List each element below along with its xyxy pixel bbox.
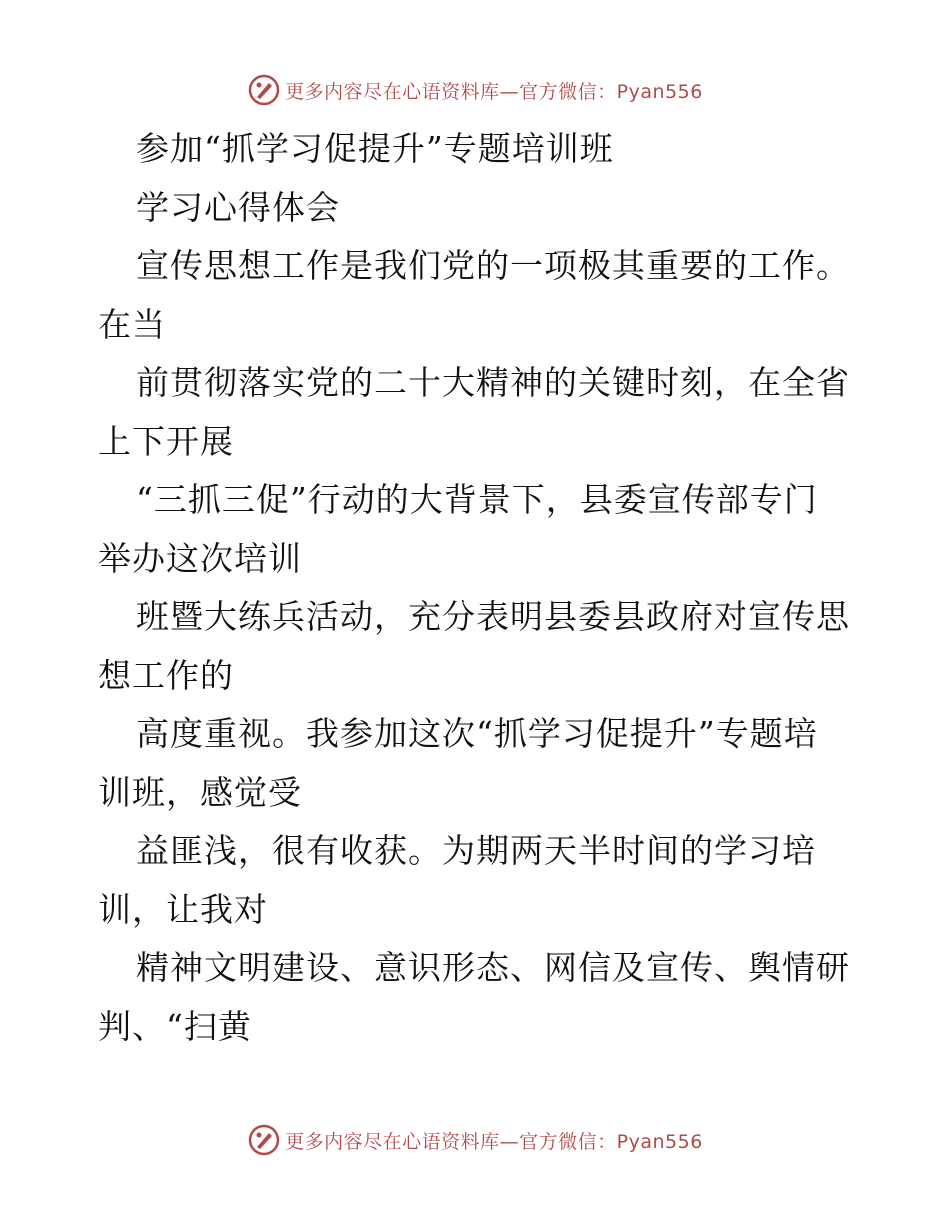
watermark-text: 更多内容尽在心语资料库—官方微信：Pyan556: [285, 1130, 703, 1153]
header-watermark: [0, 70, 950, 110]
doc-line: 高度重视。我参加这次“抓学习促提升”专题培: [136, 714, 818, 753]
doc-line: 上下开展: [98, 421, 234, 461]
doc-line: “三抓三促”行动的大背景下，县委宣传部专门: [136, 480, 818, 519]
doc-line: 想工作的: [98, 655, 234, 695]
doc-line: 宣传思想工作是我们党的一项极其重要的工作。: [136, 246, 850, 285]
doc-line: 判、“扫黄: [98, 1006, 252, 1046]
pen-circle-icon: [247, 1123, 281, 1157]
doc-line: 参加“抓学习促提升”专题培训班: [136, 129, 614, 168]
watermark-text: 更多内容尽在心语资料库—官方微信：Pyan556: [285, 80, 703, 103]
footer-watermark: [0, 1120, 950, 1160]
doc-line: 举办这次培训: [98, 538, 302, 578]
pen-circle-icon: [247, 73, 281, 107]
doc-line: 班暨大练兵活动，充分表明县委县政府对宣传思: [136, 597, 850, 636]
doc-line: 训，让我对: [98, 889, 268, 929]
doc-line: 益匪浅，很有收获。为期两天半时间的学习培: [136, 831, 816, 870]
doc-line: 精神文明建设、意识形态、网信及宣传、舆情研: [136, 948, 850, 987]
document-body: [98, 120, 858, 1056]
doc-line: 学习心得体会: [136, 187, 340, 227]
doc-line: 在当: [98, 304, 166, 344]
doc-line: 训班，感觉受: [98, 772, 302, 812]
doc-line: 前贯彻落实党的二十大精神的关键时刻，在全省: [136, 363, 850, 402]
